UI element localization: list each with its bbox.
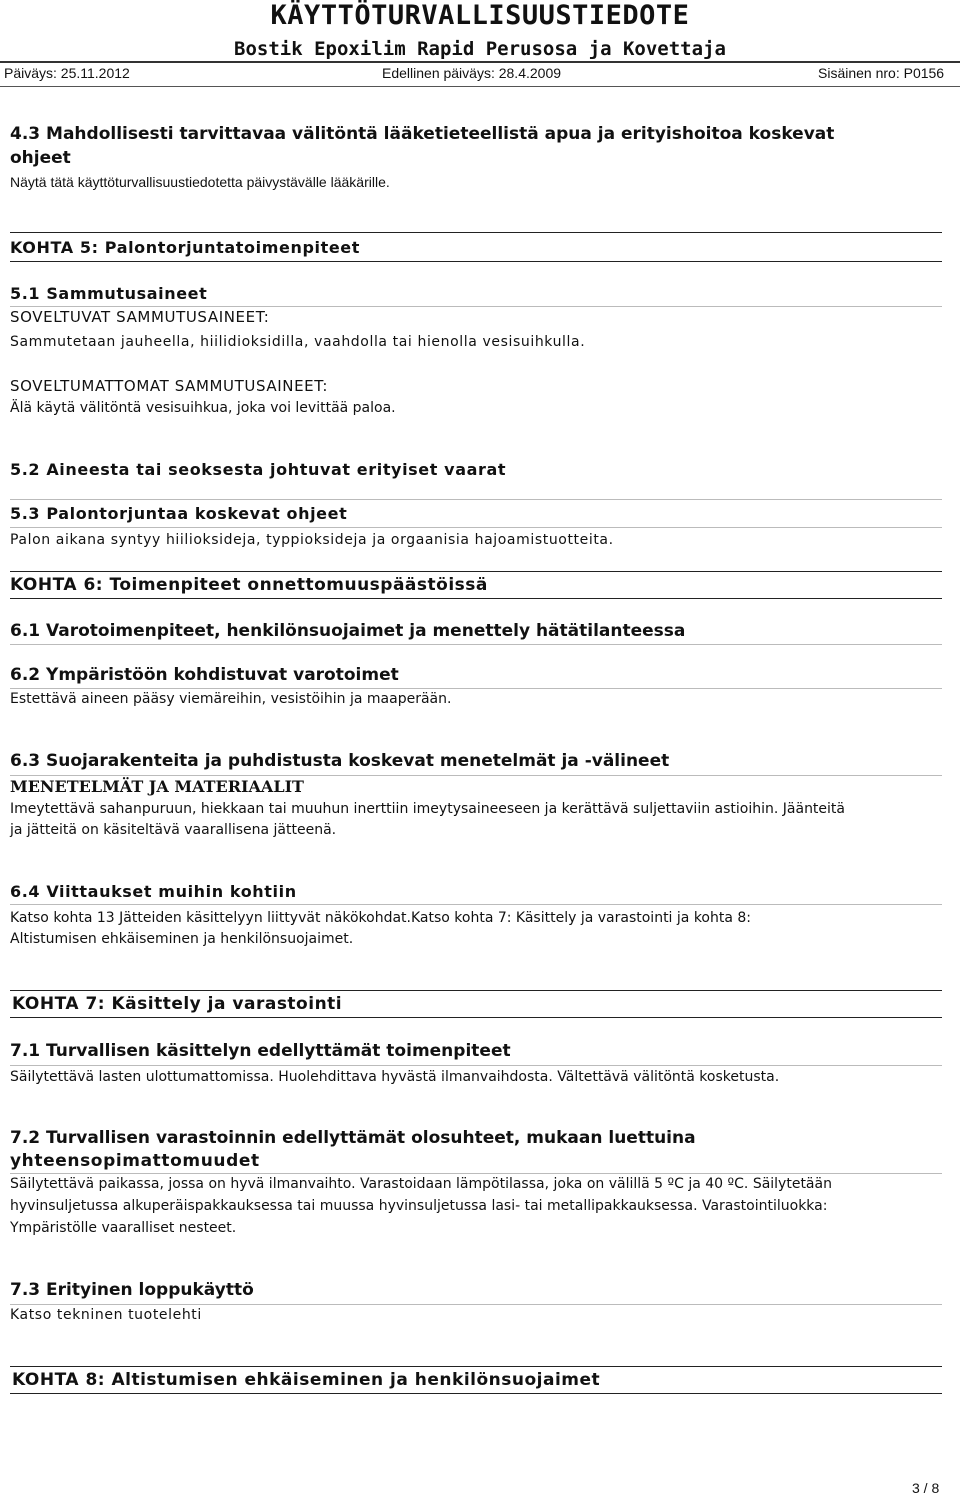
s6-3-heading: 6.3 Suojarakenteita ja puhdistusta koskevat menetelmät ja -välineet bbox=[10, 751, 670, 771]
s4-3-text: Näytä tätä käyttöturvallisuustiedotetta päivystävälle lääkärille. bbox=[10, 174, 390, 190]
section8-rule-top bbox=[10, 1366, 942, 1367]
s5-2-heading: 5.2 Aineesta tai seoksesta johtuvat erityiset vaarat bbox=[10, 460, 507, 479]
s6-4-rule bbox=[10, 904, 942, 905]
suitable-media-label: SOVELTUVAT SAMMUTUSAINEET: bbox=[10, 308, 270, 326]
s5-2-rule bbox=[10, 499, 942, 500]
methods-materials-label: MENETELMÄT JA MATERIAALIT bbox=[10, 777, 304, 796]
s6-1-rule bbox=[10, 644, 942, 645]
s5-1-heading: 5.1 Sammutusaineet bbox=[10, 284, 208, 303]
section5-rule-bottom bbox=[10, 261, 942, 262]
s6-4-heading: 6.4 Viittaukset muihin kohtiin bbox=[10, 882, 297, 901]
unsuitable-media-label: SOVELTUMATTOMAT SAMMUTUSAINEET: bbox=[10, 377, 329, 395]
s6-4-text-line2: Altistumisen ehkäiseminen ja henkilönsuojaimet. bbox=[10, 931, 354, 947]
section7-rule-top bbox=[10, 990, 942, 991]
section6-title: KOHTA 6: Toimenpiteet onnettomuuspäästöissä bbox=[10, 575, 488, 595]
issue-date: Päiväys: 25.11.2012 bbox=[4, 65, 130, 81]
section6-rule-top bbox=[10, 571, 942, 572]
s4-3-heading-line1: 4.3 Mahdollisesti tarvittavaa välitöntä lääketieteellistä apua ja erityishoitoa koskevat bbox=[10, 124, 835, 144]
s7-3-rule bbox=[10, 1304, 942, 1305]
s6-2-heading: 6.2 Ympäristöön kohdistuvat varotoimet bbox=[10, 665, 399, 685]
section5-rule-top bbox=[10, 232, 942, 233]
s5-3-heading: 5.3 Palontorjuntaa koskevat ohjeet bbox=[10, 504, 348, 523]
s7-2-text-line3: Ympäristölle vaaralliset nesteet. bbox=[10, 1220, 237, 1236]
s5-1-rule bbox=[10, 306, 942, 307]
s7-2-heading-line2: yhteensopimattomuudet bbox=[10, 1151, 260, 1171]
s7-3-heading: 7.3 Erityinen loppukäyttö bbox=[10, 1280, 254, 1300]
unsuitable-media-text: Älä käytä välitöntä vesisuihkua, joka voi levittää paloa. bbox=[10, 400, 396, 416]
s6-2-text: Estettävä aineen pääsy viemäreihin, vesistöihin ja maaperään. bbox=[10, 691, 452, 707]
s7-1-heading: 7.1 Turvallisen käsittelyn edellyttämät toimenpiteet bbox=[10, 1041, 511, 1061]
s6-3-text-line1: Imeytettävä sahanpuruun, hiekkaan tai muuhun inerttiin imeytysaineeseen ja kerättävä suljettaviin astioihin. Jäänteitä bbox=[10, 801, 845, 817]
header-rule-bottom bbox=[0, 86, 960, 87]
section7-rule-bottom bbox=[10, 1017, 942, 1018]
s7-2-text-line2: hyvinsuljetussa alkuperäispakkauksessa tai muussa hyvinsuljetussa lasi- tai metallipakkauksessa. Varastointiluokka: bbox=[10, 1198, 828, 1214]
document-title: KÄYTTÖTURVALLISUUSTIEDOTE bbox=[270, 0, 690, 31]
section5-title: KOHTA 5: Palontorjuntatoimenpiteet bbox=[10, 238, 360, 257]
s6-3-text-line2: ja jätteitä on käsiteltävä vaarallisena jätteenä. bbox=[10, 822, 337, 838]
s7-2-text-line1: Säilytettävä paikassa, jossa on hyvä ilmanvaihto. Varastoidaan lämpötilassa, joka on välillä 5 ºC ja 40 ºC. Säilytetään bbox=[10, 1176, 832, 1192]
section8-rule-bottom bbox=[10, 1393, 942, 1394]
s7-2-rule bbox=[10, 1173, 942, 1174]
section8-title: KOHTA 8: Altistumisen ehkäiseminen ja henkilönsuojaimet bbox=[12, 1370, 601, 1390]
header-rule bbox=[0, 61, 960, 63]
s6-2-rule bbox=[10, 688, 942, 689]
s7-1-text: Säilytettävä lasten ulottumattomissa. Huolehdittava hyvästä ilmanvaihdosta. Vältettävä välitöntä kosketusta. bbox=[10, 1069, 780, 1085]
previous-date: Edellinen päiväys: 28.4.2009 bbox=[382, 65, 562, 81]
s6-4-text-line1: Katso kohta 13 Jätteiden käsittelyyn liittyvät näkökohdat.Katso kohta 7: Käsittely ja varastointi ja kohta 8: bbox=[10, 910, 752, 926]
s7-3-text: Katso tekninen tuotelehti bbox=[10, 1307, 202, 1323]
s7-2-heading-line1: 7.2 Turvallisen varastoinnin edellyttämät olosuhteet, mukaan luettuina bbox=[10, 1128, 696, 1148]
section7-title: KOHTA 7: Käsittely ja varastointi bbox=[12, 994, 343, 1014]
s5-3-text: Palon aikana syntyy hiilioksideja, typpioksideja ja orgaanisia hajoamistuotteita. bbox=[10, 532, 614, 548]
s4-3-heading-line2: ohjeet bbox=[10, 148, 71, 168]
section6-rule-bottom bbox=[10, 598, 942, 599]
product-name: Bostik Epoxilim Rapid Perusosa ja Kovettaja bbox=[234, 38, 726, 60]
s6-1-heading: 6.1 Varotoimenpiteet, henkilönsuojaimet ja menettely hätätilanteessa bbox=[10, 621, 686, 641]
s7-1-rule bbox=[10, 1065, 942, 1066]
internal-number: Sisäinen nro: P0156 bbox=[818, 65, 945, 81]
s6-3-rule bbox=[10, 775, 942, 776]
s5-3-rule bbox=[10, 527, 942, 528]
page-number: 3 / 8 bbox=[912, 1480, 940, 1496]
suitable-media-text: Sammutetaan jauheella, hiilidioksidilla, vaahdolla tai hienolla vesisuihkulla. bbox=[10, 334, 586, 350]
